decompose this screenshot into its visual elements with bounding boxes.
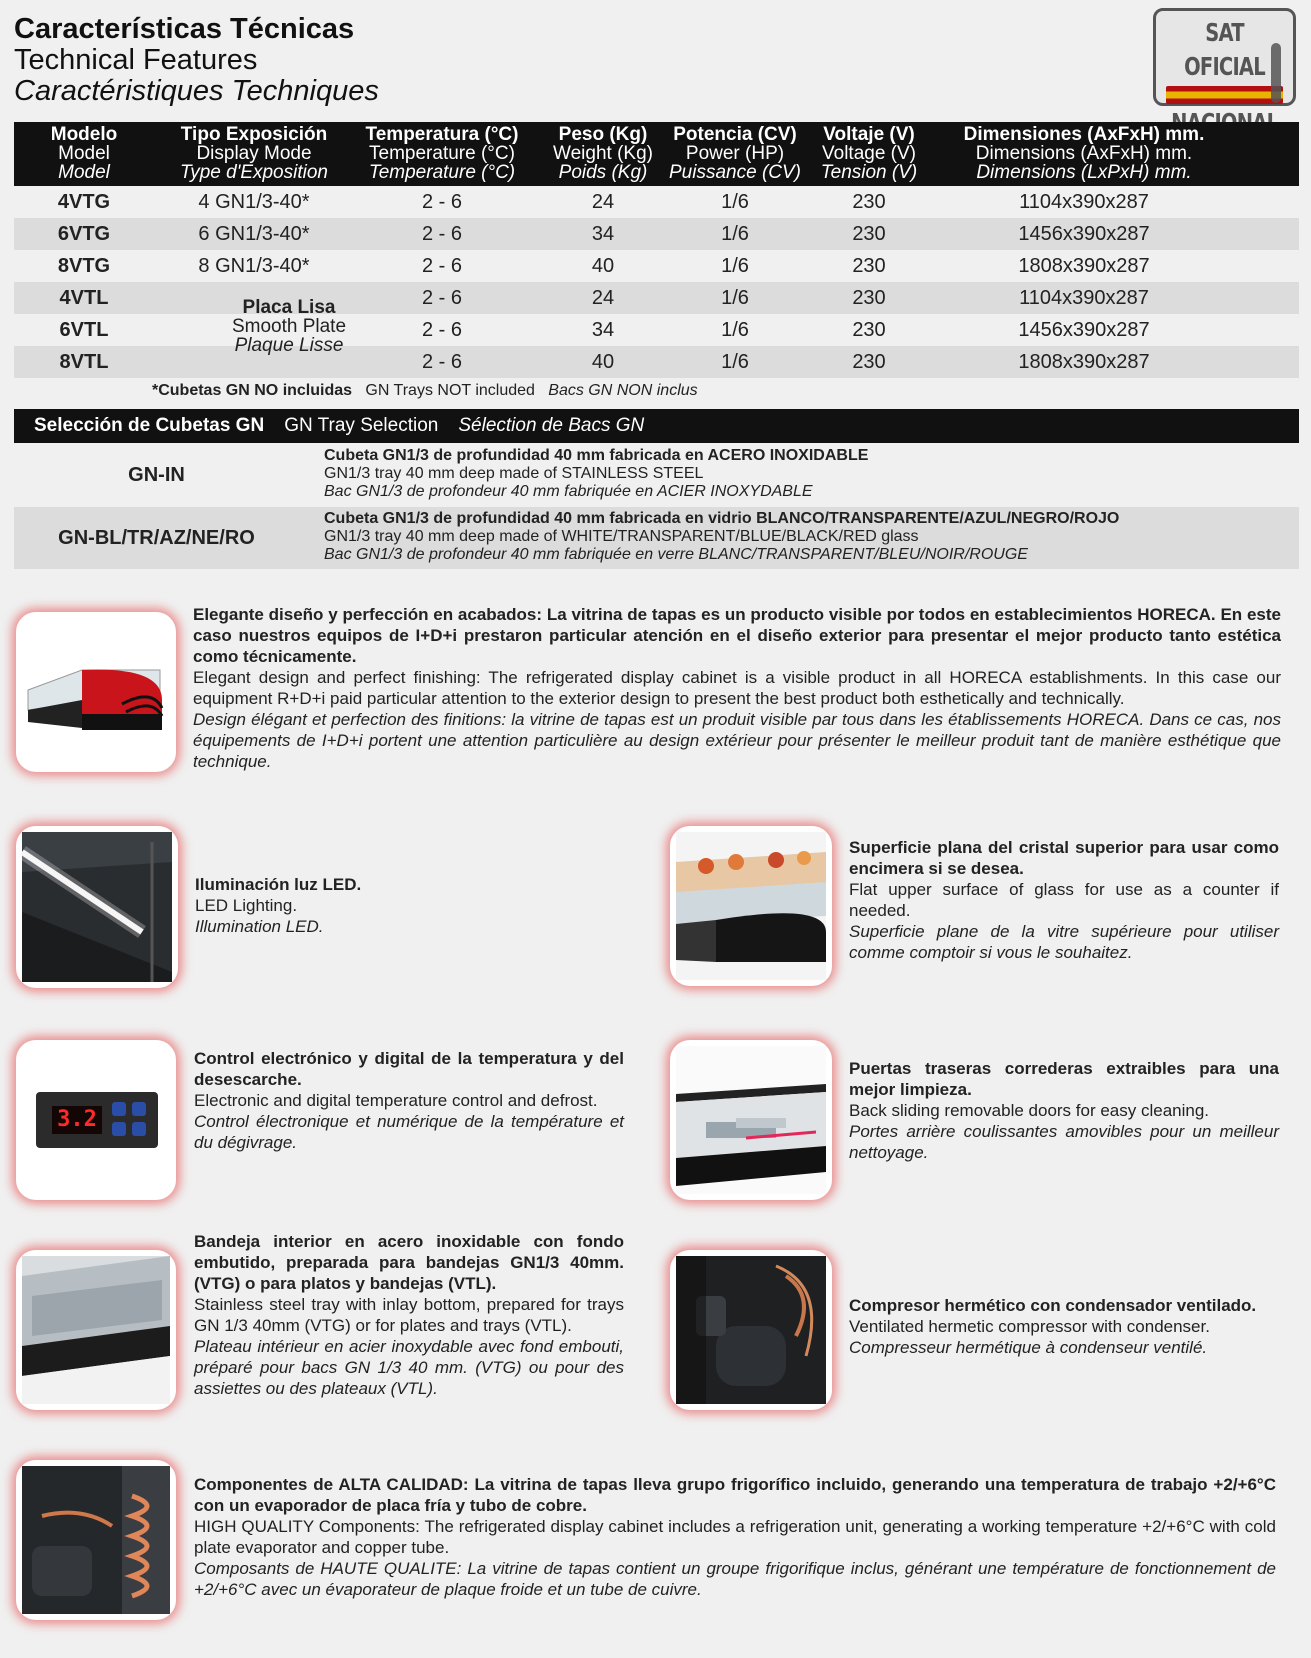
controller-button [132,1122,146,1136]
display-mode-plate: Placa Lisa Smooth Plate Plaque Lisse [231,297,347,356]
tray-selection-header: Selección de Cubetas GN GN Tray Selection Sélection de Bacs GN [14,409,1299,443]
stainless-tray-photo [16,1250,176,1410]
table-row: 6VTL 2 - 6 34 1/6 230 1456x390x287 [59,319,1150,341]
tray-option-row [14,444,1299,506]
feature-quality-text: Componentes de ALTA CALIDAD: La vitrina de tapas lleva grupo frigorífico incluido, generando una temperatura de trabajo +2/+6°C con un evaporador de placa fría y tubo de cobre. HIGH QUALITY Components: The refrigerated display cabinet includes a refrigeration unit, generating a working temperature +2/+6°C with cold plate evaporator and copper tube. Composants de HAUTE QUALITE: La vitrine de tapas contient un groupe frigorifique inclus, générant une température de fonctionnement de +2/+6°C avec un évaporateur de plaque froide et un tube de cuivre. [194,1475,1276,1599]
tray-code: GN-BL/TR/AZ/NE/RO [58,527,255,549]
compressor-photo [670,1250,832,1410]
title-fr: Caractéristiques Techniques [14,75,379,107]
page-title [14,14,379,107]
feature-doors-text: Puertas traseras correderas extraibles para una mejor limpieza. Back sliding removable doors for easy cleaning. Portes arrière coulissantes amovibles pour un meilleur nettoyage. [849,1059,1279,1162]
spec-table-header [14,122,1299,186]
table-row: 8VTG 8 GN1/3-40* 2 - 6 40 1/6 230 1808x390x287 [57,255,1150,277]
digital-controller-photo [16,1040,176,1200]
col-header-power: Potencia (CV) Power (HP) Puissance (CV) [669,124,801,183]
tray-option-row [14,507,1299,569]
glass-top-photo [670,826,832,986]
feature-compressor-text: Compresor hermético con condensador ventilado. Ventilated hermetic compressor with condenser. Compresseur hermétique à condenseur ventilé. [849,1296,1257,1357]
table-row: 4VTL 2 - 6 24 1/6 230 1104x390x287 [14,282,1299,314]
col-header-voltage: Voltaje (V) Voltage (V) Tension (V) [820,124,918,183]
controller-button [132,1102,146,1116]
refrigeration-unit-photo [16,1460,176,1620]
controller-button [112,1122,126,1136]
table-row: 4VTG 4 GN1/3-40* 2 - 6 24 1/6 230 1104x390x287 [57,191,1149,213]
feature-glass-text: Superficie plana del cristal superior para usar como encimera si se desea. Flat upper surface of glass for use as a counter if needed. Superficie plane de la vitre supérieure pour utiliser comme comptoir si vous le souhaitez. [849,838,1279,962]
led-lighting-photo [16,826,178,988]
trays-note: *Cubetas GN NO incluidas GN Trays NOT included Bacs GN NON inclus [152,382,698,399]
sat-oficial-badge [1153,8,1296,106]
col-header-weight: Peso (Kg) Weight (Kg) Poids (Kg) [553,124,653,183]
title-en: Technical Features [14,44,258,76]
spain-flag-icon [1166,86,1283,104]
temperature-readout: 3.2 [57,1107,97,1132]
tray-code: GN-IN [128,464,185,486]
feature-design-text: Elegante diseño y perfección en acabados: La vitrina de tapas es un producto visible por todos en establecimientos HORECA. En este caso nuestros equipos de I+D+i prestaron particular atención en el diseño exterior para presentar el mejor producto tanto estética como técnicamente. Elegant design and perfect finishing: The refrigerated display cabinet is a visible product in all HORECA establishments. In this case our equipment R+D+i paid particular attention to the exterior design to present the best product both esthetically and technically. Design élégant et perfection des finitions: la vitrine de tapas est un produit visible par tous dans les établissements HORECA. Dans ce cas, nos équipements de I+D+i portent une attention particulière au design extérieur pour présenter le meilleur produit tant de manière esthétique que technique. [193,605,1281,771]
display-cabinet-photo [16,612,176,772]
title-es: Características Técnicas [14,13,355,45]
feature-led-text: Iluminación luz LED. LED Lighting. Illumination LED. [195,875,362,936]
tray-description: Cubeta GN1/3 de profundidad 40 mm fabricada en ACERO INOXIDABLE GN1/3 tray 40 mm deep made of STAINLESS STEEL Bac GN1/3 de profondeur 40 mm fabriquée en ACIER INOXYDABLE [324,447,869,500]
feature-control-text: Control electrónico y digital de la temperatura y del desescarche. Electronic and digital temperature control and defrost. Control électronique et numérique de la température et du dégivrage. [194,1049,624,1152]
table-row: 8VTL 2 - 6 40 1/6 230 1808x390x287 [14,346,1299,378]
col-header-model: Modelo Model Model [50,124,118,183]
badge-line1: SAT OFICIAL [1184,18,1265,81]
controller-screen [52,1106,102,1134]
controller-body [36,1092,158,1148]
sliding-doors-photo [670,1040,832,1200]
feature-tray-text: Bandeja interior en acero inoxidable con fondo embutido, preparada para bandejas GN1/3 40mm. (VTG) o para platos y bandejas (VTL). Stainless steel tray with inlay bottom, prepared for trays GN 1/3 40mm (VTG) or for plates and trays (VTL). Plateau intérieur en acier inoxydable avec fond embouti, préparé pour bacs GN 1/3 40 mm. (VTG) ou pour des assiettes ou des plateaux (VTL). [194,1232,624,1398]
controller-button [112,1102,126,1116]
col-header-dimensions: Dimensiones (AxFxH) mm. Dimensions (AxFxH) mm. Dimensions (LxPxH) mm. [963,124,1205,183]
col-header-temperature: Temperatura (°C) Temperature (°C) Temperature (°C) [365,124,519,183]
tray-description: Cubeta GN1/3 de profundidad 40 mm fabricada en vidrio BLANCO/TRANSPARENTE/AZUL/NEGRO/ROJO GN1/3 tray 40 mm deep made of WHITE/TRANSPARENT/BLUE/BLACK/RED glass Bac GN1/3 de profondeur 40 mm fabriquée en verre BLANC/TRANSPARENT/BLEU/NOIR/ROUGE [324,510,1120,563]
col-header-display: Tipo Exposición Display Mode Type d'Exposition [180,124,328,183]
wrench-icon [1271,43,1281,103]
table-row: 6VTG 6 GN1/3-40* 2 - 6 34 1/6 230 1456x390x287 [14,218,1299,250]
